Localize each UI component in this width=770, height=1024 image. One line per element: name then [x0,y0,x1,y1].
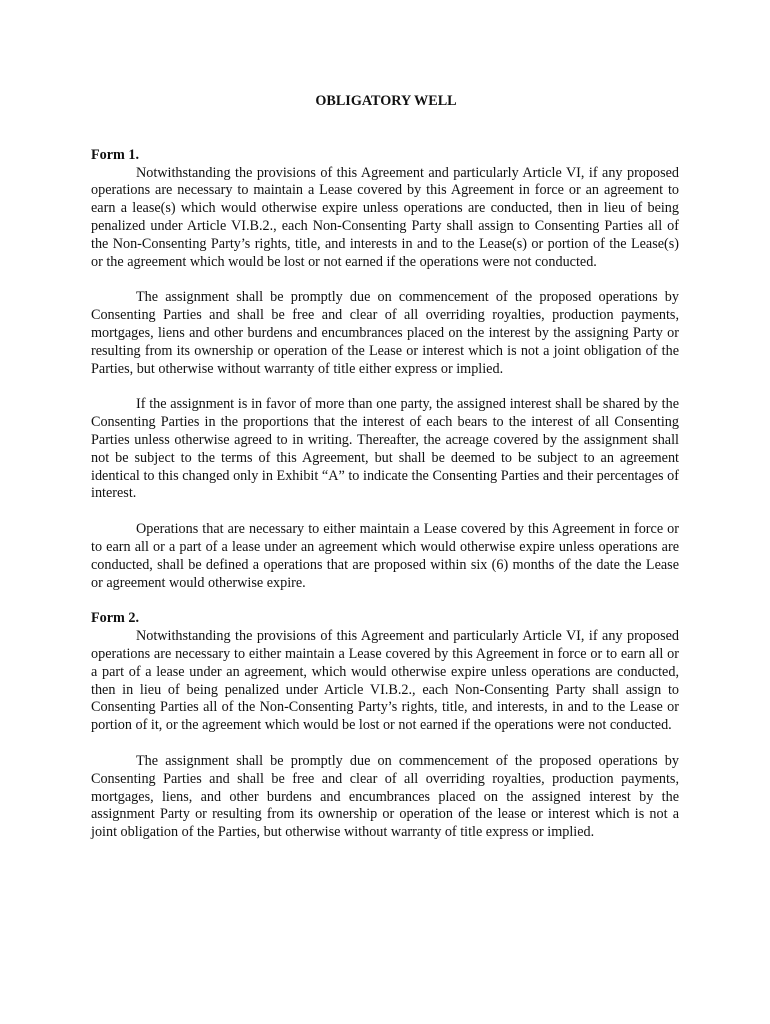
form-2-section [91,610,679,842]
form-2-paragraph-1: Notwithstanding the provisions of this Agreement and particularly Article VI, if any proposed operations are necessary to either maintain a Lease covered by this Agreement in force or to earn all or a part of a lease under an agreement, which would otherwise expire unless operations are conducted, then in lieu of being penalized under Article VI.B.2., each Non-Consenting Party shall assign to Consenting Parties all of the Non-Consenting Party’s rights, title, and interests, in and to the Lease or portion of it, or the agreement which would be lost or not earned if the operations were not conducted. [91,628,679,734]
form-2-heading: Form 2. [91,610,140,627]
document-title: OBLIGATORY WELL [315,93,457,109]
form-1-section [91,147,679,593]
form-1-paragraph-4: Operations that are necessary to either maintain a Lease covered by this Agreement in force or to earn all or a part of a lease under an agreement which would otherwise expire unless operations are conducted, shall be defined a operations that are proposed within six (6) months of the date the Lease or agreement would otherwise expire. [91,521,679,591]
form-1-paragraph-3: If the assignment is in favor of more than one party, the assigned interest shall be shared by the Consenting Parties in the proportions that the interest of each bears to the interest of all Consenting Parties unless otherwise agreed to in writing. Thereafter, the acreage covered by the assignment shall not be subject to the terms of this Agreement, but shall be deemed to be subject to an agreement identical to this changed only in Exhibit “A” to indicate the Consenting Parties and their percentages of interest. [91,396,679,502]
form-1-heading: Form 1. [91,146,140,163]
document-page [91,93,679,860]
form-2-paragraph-2: The assignment shall be promptly due on commencement of the proposed operations by Consenting Parties and shall be free and clear of all overriding royalties, production payments, mortgages, liens, and other burdens and encumbrances placed on the assigned interest by the assignment Party or resulting from its ownership or operation of the lease or interest which is not a joint obligation of the Parties, but otherwise without warranty of title express or implied. [91,752,679,841]
form-1-paragraph-1: Notwithstanding the provisions of this Agreement and particularly Article VI, if any proposed operations are necessary to maintain a Lease covered by this Agreement in force or an agreement to earn a lease(s) which would otherwise expire unless operations are conducted, then in lieu of being penalized under Article VI.B.2., each Non-Consenting Party shall assign to Consenting Parties all of the Non-Consenting Party’s rights, title, and interests in and to the Lease(s) or portion of the Lease(s) or the agreement which would be lost or not earned if the operations were not conducted. [91,164,679,270]
form-1-paragraph-2: The assignment shall be promptly due on commencement of the proposed operations by Consenting Parties and shall be free and clear of all overriding royalties, production payments, mortgages, liens and other burdens and encumbrances placed on the interest by the assigning Party or resulting from its ownership or operation of the Lease or interest which is not a joint obligation of the Parties, but otherwise without warranty of title either express or implied. [91,289,679,377]
